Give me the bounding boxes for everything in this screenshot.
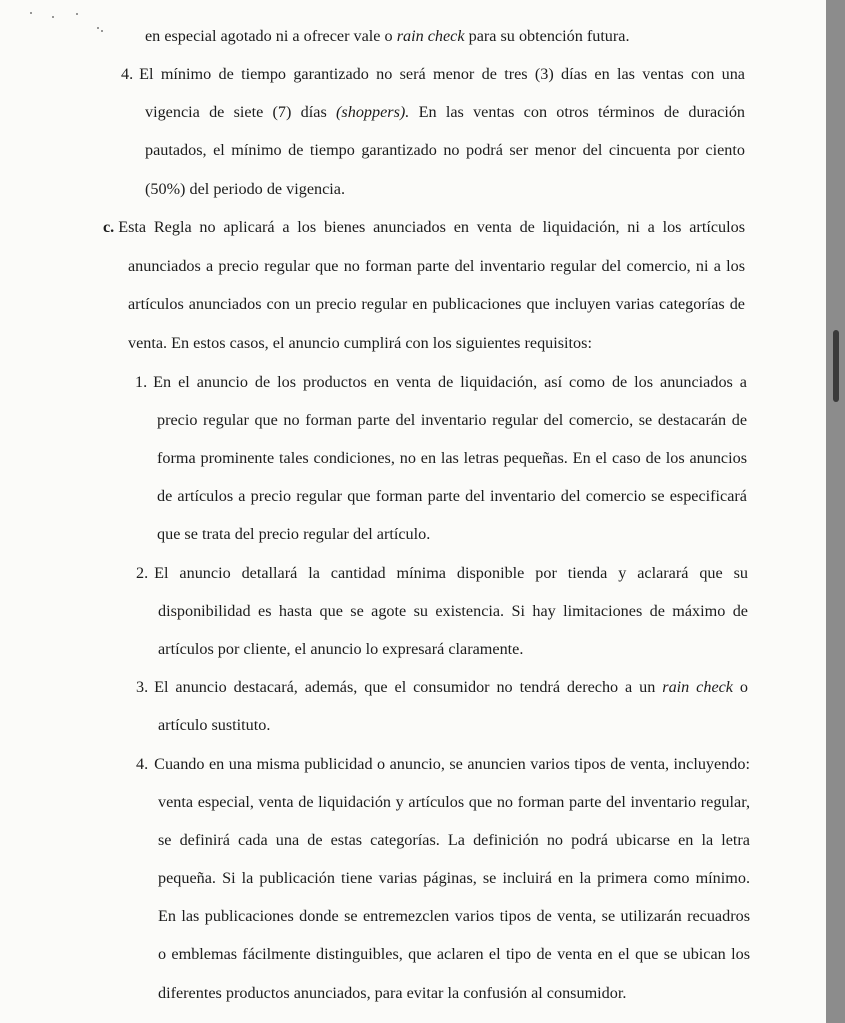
item-c4-line1: 4. Cuando en una misma publicidad o anuncio, se anuncien varios tipos de venta, incluyendo: — [136, 755, 750, 773]
vertical-scrollbar[interactable] — [826, 0, 845, 1023]
item-c2-line1: 2. El anuncio detallará la cantidad mínima disponible por tienda y aclarará que su — [136, 564, 748, 582]
continuation-line: en especial agotado ni a ofrecer vale o rain check para su obtención futura. — [145, 27, 630, 45]
item-c4-line4: pequeña. Si la publicación tiene varias páginas, se incluirá en la primera como mínimo. — [158, 869, 750, 887]
section-c-line3: artículos anunciados con un precio regular en publicaciones que incluyen varias categorías de — [128, 295, 745, 313]
item-b4-line3: pautados, el mínimo de tiempo garantizado no podrá ser menor del cincuenta por ciento — [145, 141, 745, 159]
scan-specks — [0, 0, 110, 40]
item-c4-line2: venta especial, venta de liquidación y artículos que no forman parte del inventario regular, — [158, 793, 750, 811]
item-c4-line5: En las publicaciones donde se entremezclen varios tipos de venta, se utilizarán recuadros — [158, 907, 750, 925]
section-c-line4: venta. En estos casos, el anuncio cumplirá con los siguientes requisitos: — [128, 334, 592, 352]
section-c-line1: c. Esta Regla no aplicará a los bienes anunciados en venta de liquidación, ni a los artículos — [103, 218, 745, 236]
item-c1-line2: precio regular que no forman parte del inventario regular del comercio, se destacarán de — [157, 411, 747, 429]
scrollbar-thumb[interactable] — [833, 330, 839, 402]
item-c2-line2: disponibilidad es hasta que se agote su existencia. Si hay limitaciones de máximo de — [158, 602, 748, 620]
section-c-line2: anunciados a precio regular que no forman parte del inventario regular del comercio, ni a los — [128, 257, 745, 275]
item-b4-line2: vigencia de siete (7) días (shoppers). En las ventas con otros términos de duración — [145, 103, 746, 121]
item-c4-line3: se definirá cada una de estas categorías. La definición no podrá ubicarse en la letra — [158, 831, 750, 849]
item-b4-line1: 4. El mínimo de tiempo garantizado no será menor de tres (3) días en las ventas con una — [121, 65, 745, 83]
item-c1-line4: de artículos a precio regular que forman parte del inventario del comercio se especificará — [157, 487, 747, 505]
item-c3-line2: artículo sustituto. — [158, 716, 271, 734]
item-c1-line5: que se trata del precio regular del artículo. — [157, 525, 431, 543]
item-c2-line3: artículos por cliente, el anuncio lo expresará claramente. — [158, 640, 524, 658]
item-c4-line7: diferentes productos anunciados, para evitar la confusión al consumidor. — [158, 984, 627, 1002]
item-c4-line6: o emblemas fácilmente distinguibles, que aclaren el tipo de venta en el que se ubican los — [158, 945, 750, 963]
item-c1-line1: 1. En el anuncio de los productos en venta de liquidación, así como de los anunciados a — [135, 373, 747, 391]
item-c3-line1: 3. El anuncio destacará, además, que el consumidor no tendrá derecho a un rain check o — [136, 678, 749, 696]
item-b4-line4: (50%) del periodo de vigencia. — [145, 180, 346, 198]
item-c1-line3: forma prominente tales condiciones, no en las letras pequeñas. En el caso de los anuncios — [157, 449, 747, 467]
